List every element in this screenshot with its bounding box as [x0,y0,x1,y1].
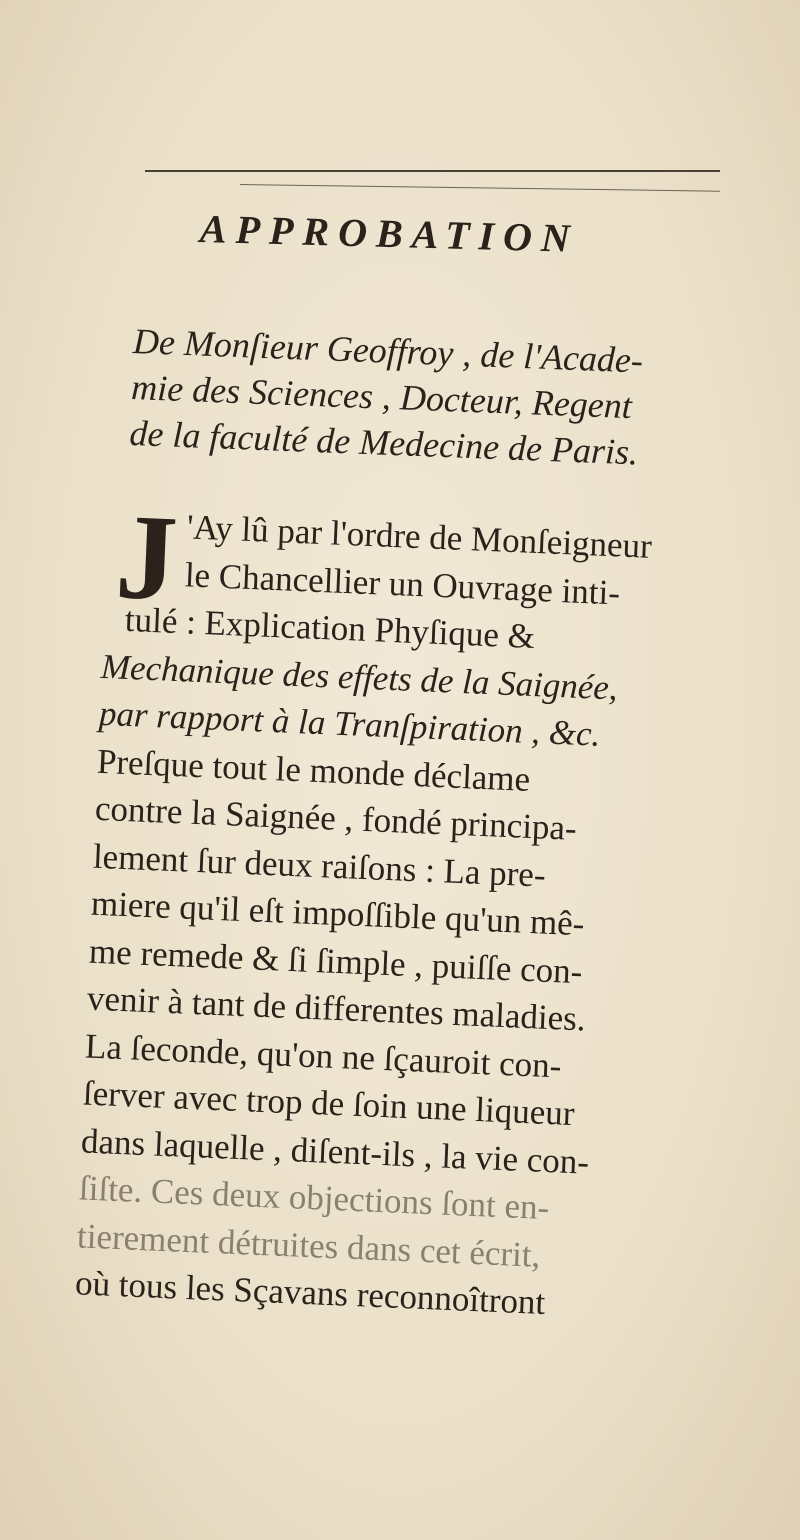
body-line: le Chancellier un Ouvrage inti- [184,554,621,613]
page-title: APPROBATION [199,206,580,261]
body-text [74,500,787,1335]
top-rule-secondary [240,184,720,192]
body-line: 'Ay lû par l'ordre de Monſeigneur [186,507,653,566]
body-line: venir à tant de differentes maladies. [86,978,587,1039]
body-line: ſerver avec trop de ſoin une liqueur [82,1073,576,1134]
body-line: lement ſur deux raiſons : La pre- [92,836,547,895]
body-line: contre la Saignée , fondé principa- [94,788,578,848]
heading-line: mie des Sciences , Docteur, Regent [130,366,633,427]
body-line: me remede & ſi ſimple , puiſſe con- [88,931,584,991]
heading-line: de la faculté de Medecine de Paris. [128,412,639,473]
body-line: par rapport à la Tranſpiration , &c. [98,693,602,754]
approbation-heading [129,318,774,480]
body-line: Mechanique des effets de la Saignée, [100,646,619,707]
body-line: tierement détruites dans cet écrit, [76,1215,542,1275]
body-line: La ſeconde, qu'on ne ſçauroit con- [84,1026,563,1085]
body-line: tulé : Explication Phyſique & [124,599,536,656]
drop-cap: J [113,488,180,627]
top-rule [145,170,720,172]
body-line: miere qu'il eſt impoſſible qu'un mê- [90,883,586,944]
body-line: Preſque tout le monde déclame [96,741,531,799]
heading-line: De Monſieur Geoffroy , de l'Acade- [132,320,644,381]
body-line: ſiſte. Ces deux objections ſont en- [78,1168,551,1228]
body-line: où tous les Sçavans reconnoîtront [74,1263,547,1322]
body-line: dans laquelle , diſent-ils , la vie con- [80,1120,590,1182]
